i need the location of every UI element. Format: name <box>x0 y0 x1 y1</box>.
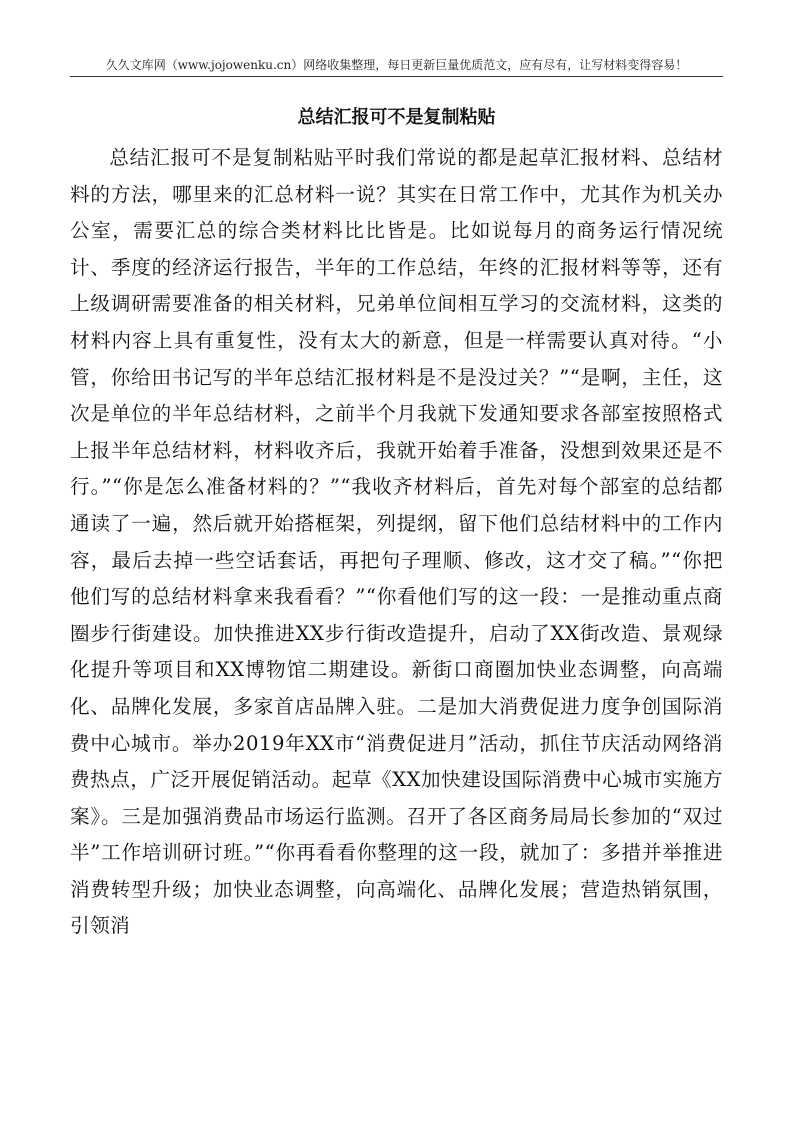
page-header: 久久文库网（www.jojowenku.cn）网络收集整理，每日更新巨量优质范文，应有尽有，让写材料变得容易！ <box>105 58 688 72</box>
document-title: 总结汇报可不是复制粘贴 <box>297 107 496 128</box>
document-body-paragraph: 总结汇报可不是复制粘贴平时我们常说的都是起草汇报材料、总结材料的方法，哪里来的汇总材料一说？其实在日常工作中，尤其作为机关办公室，需要汇总的综合类材料比比皆是。比如说每月的商务运行情况统计、季度的经济运行报告，半年的工作总结，年终的汇报材料等等，还有上级调研需要准备的相关材料，兄弟单位间相互学习的交流材料，这类的材料内容上具有重复性，没有太大的新意，但是一样需要认真对待。“小管，你给田书记写的半年总结汇报材料是不是没过关？”“是啊，主任，这次是单位的半年总结材料，之前半个月我就下发通知要求各部室按照格式上报半年总结材料，材料收齐后，我就开始着手准备，没想到效果还是不行。”“你是怎么准备材料的？”“我收齐材料后，首先对每个部室的总结都通读了一遍，然后就开始搭框架，列提纲，留下他们总结材料中的工作内容，最后去掉一些空话套话，再把句子理顺、修改，这才交了稿。”“你把他们写的总结材料拿来我看看？”“你看他们写的这一段：一是推动重点商圈步行街建设。加快推进XX步行街改造提升，启动了XX街改造、景观绿化提升等项目和XX博物馆二期建设。新街口商圈加快业态调整，向高端化、品牌化发展，多家首店品牌入驻。二是加大消费促进力度争创国际消费中心城市。举办2019年XX市“消费促进月”活动，抓住节庆活动网络消费热点，广泛开展促销活动。起草《XX加快建设国际消费中心城市实施方案》。三是加强消费品市场运行监测。召开了各区商务局局长参加的“双过半”工作培训研讨班。”“你再看看你整理的这一段，就加了：多措并举推进消费转型升级；加快业态调整，向高端化、品牌化发展；营造热销氛围，引领消 <box>70 146 723 938</box>
header-divider <box>70 76 723 77</box>
